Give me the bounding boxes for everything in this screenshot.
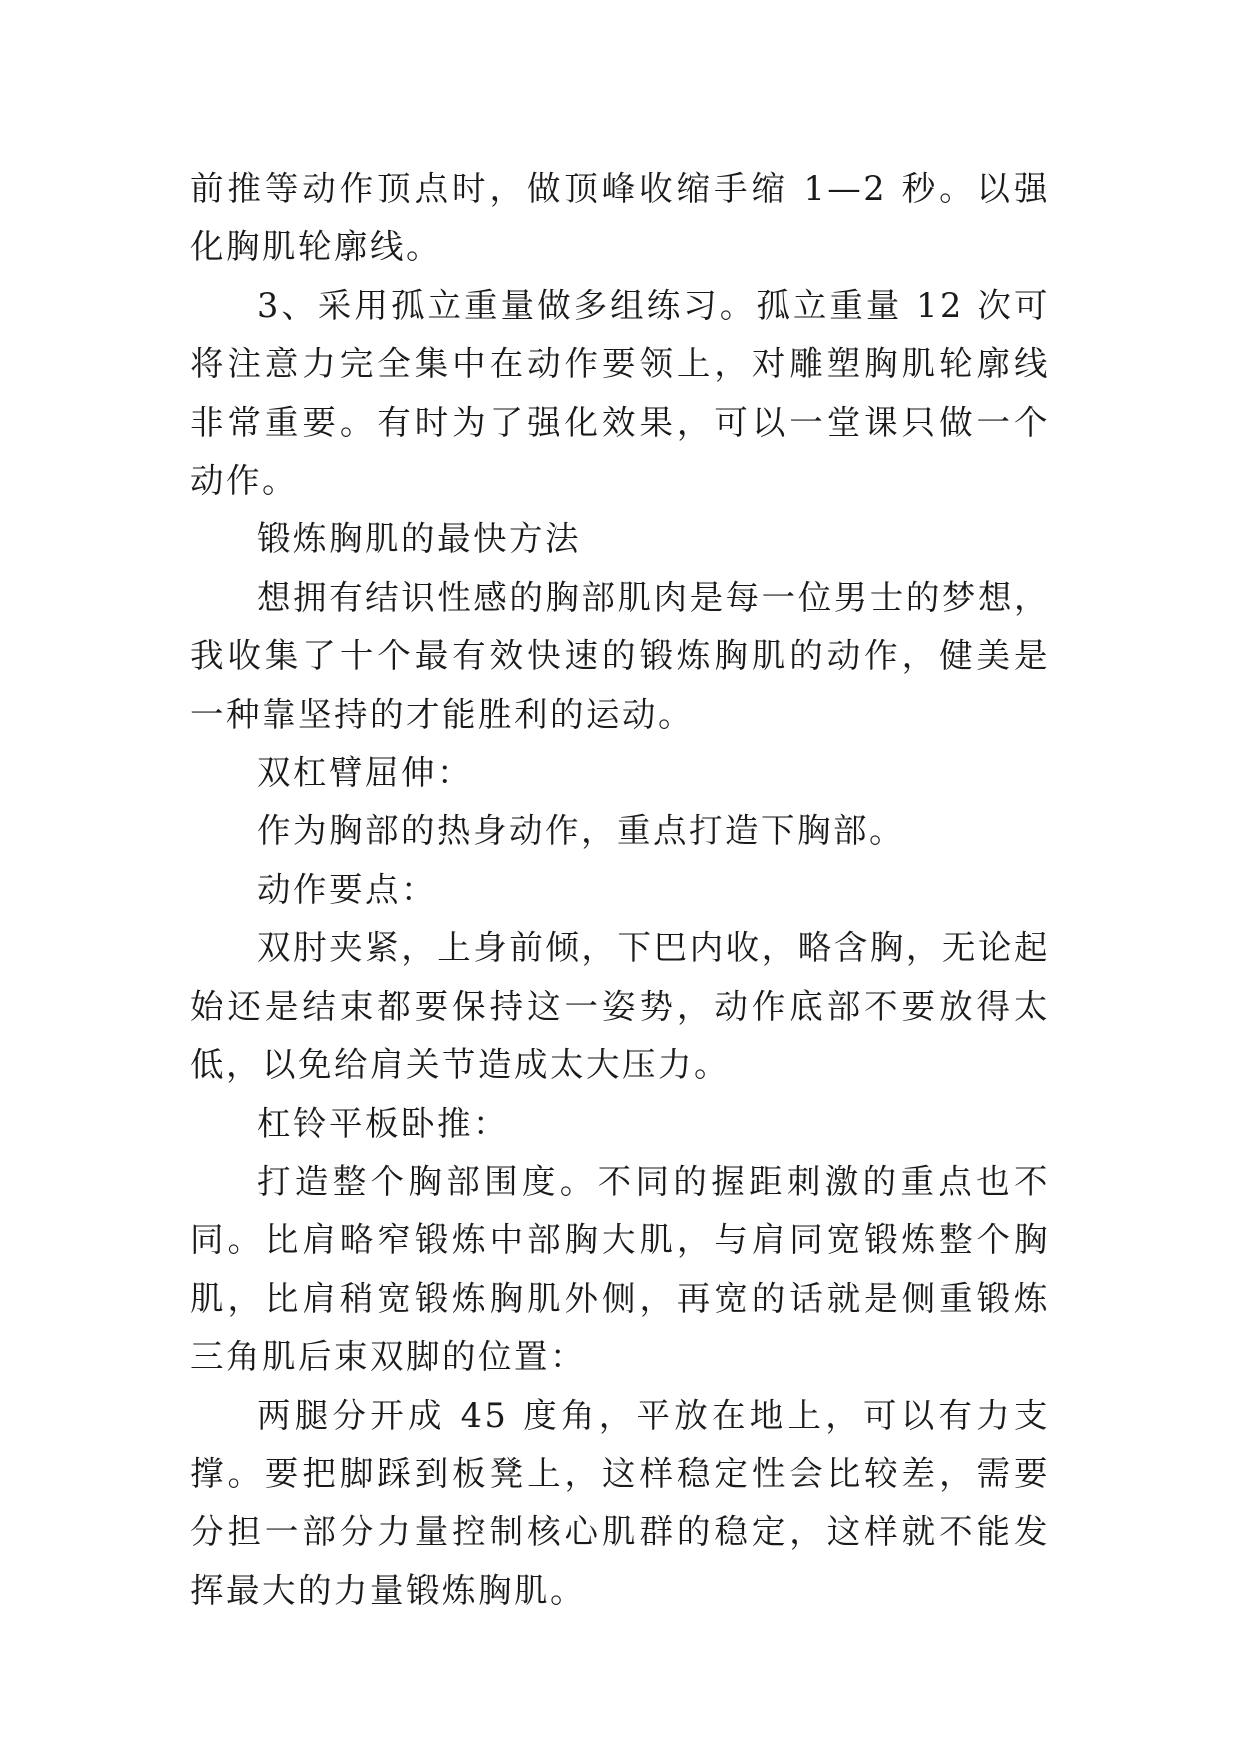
exercise-title-bench-press: 杠铃平板卧推： xyxy=(257,1103,509,1143)
paragraph-2: 3、采用孤立重量做多组练习。孤立重量 12 次可将注意力完全集中在动作要领上，对雕塑胸肌轮廓线非常重要。有时为了强化效果，可以一堂课只做一个动作。 xyxy=(190,285,1050,501)
paragraph-10: 打造整个胸部围度。不同的握距刺激的重点也不同。比肩略窄锻炼中部胸大肌，与肩同宽锻炼整个胸肌，比肩稍宽锻炼胸肌外侧，再宽的话就是侧重锻炼三角肌后束双脚的位置： xyxy=(190,1161,1050,1377)
paragraph-1: 前推等动作顶点时，做顶峰收缩手缩 1—2 秒。以强化胸肌轮廓线。 xyxy=(190,169,1050,267)
paragraph-8: 双肘夹紧，上身前倾，下巴内收，略含胸，无论起始还是结束都要保持这一姿势，动作底部不要放得太低，以免给肩关节造成太大压力。 xyxy=(190,928,1050,1085)
key-points-label: 动作要点： xyxy=(257,869,437,909)
paragraph-6: 作为胸部的热身动作，重点打造下胸部。 xyxy=(257,811,905,851)
section-heading: 锻炼胸肌的最快方法 xyxy=(257,519,581,559)
paragraph-11: 两腿分开成 45 度角，平放在地上，可以有力支撑。要把脚踩到板凳上，这样稳定性会比较差，需要分担一部分力量控制核心肌群的稳定，这样就不能发挥最大的力量锻炼胸肌。 xyxy=(190,1395,1050,1610)
paragraph-4: 想拥有结识性感的胸部肌肉是每一位男士的梦想，我收集了十个最有效快速的锻炼胸肌的动作，健美是一种靠坚持的才能胜利的运动。 xyxy=(190,577,1050,734)
exercise-title-dips: 双杠臂屈伸： xyxy=(257,753,473,793)
document-body xyxy=(190,160,1050,1620)
